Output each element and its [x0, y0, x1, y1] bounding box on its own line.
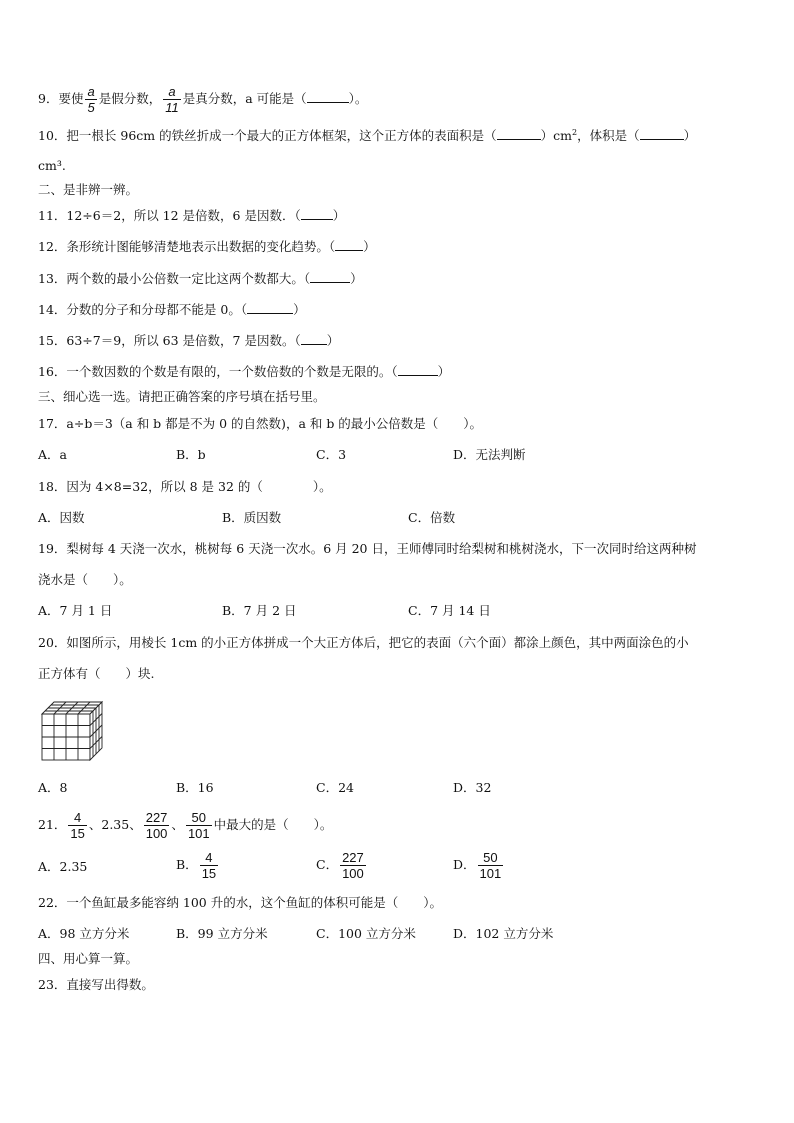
option-c[interactable]: C．24 — [316, 780, 354, 795]
question-14: 14．分数的分子和分母都不能是 0。（ ） — [38, 302, 306, 317]
question-13: 13．两个数的最小公倍数一定比这两个数都大。（ ） — [38, 271, 363, 286]
option-a[interactable]: A．a — [38, 447, 67, 462]
question-11: 11．12÷6＝2，所以 12 是倍数，6 是因数．（ ） — [38, 208, 346, 223]
option-a[interactable]: A．因数 — [38, 510, 85, 525]
question-22: 22．一个鱼缸最多能容纳 100 升的水，这个鱼缸的体积可能是（ ）。 — [38, 895, 442, 910]
option-d[interactable]: D． $\frac{50}{101}$ — [453, 850, 502, 881]
option-b[interactable]: B．16 — [176, 780, 214, 795]
section-4-heading: 四、用心算一算。 — [38, 951, 139, 966]
cube-figure — [40, 700, 104, 762]
question-20-cont: 正方体有（ ）块. — [38, 666, 155, 681]
answer-blank[interactable] — [307, 90, 349, 103]
answer-blank[interactable] — [247, 301, 293, 314]
option-d[interactable]: D．无法判断 — [453, 447, 526, 462]
question-9: 9．要使 $\frac{a}{5}$ 是假分数， $\frac{a}{11}$ 是真分数，a 可能是（ ）。 — [38, 84, 368, 115]
fraction-227-100: $\frac{227}{100}$ — [145, 810, 168, 841]
question-21: 21． $\frac{4}{15}$ 、2.35、 $\frac{227}{100}$ 、 $\frac{50}{101}$ 中最大的是（ ）。 — [38, 810, 333, 841]
question-19: 19．梨树每 4 天浇一次水，桃树每 6 天浇一次水。6 月 20 日，王师傅同时给梨树和桃树浇水，下一次同时给这两种树 — [38, 541, 697, 556]
question-12: 12．条形统计图能够清楚地表示出数据的变化趋势。（ ） — [38, 239, 376, 254]
question-18: 18．因为 4×8=32，所以 8 是 32 的（ ）。 — [38, 479, 332, 494]
option-d[interactable]: D．102 立方分米 — [453, 926, 554, 941]
answer-blank[interactable] — [310, 270, 350, 283]
section-2-heading: 二、是非辨一辨。 — [38, 182, 139, 197]
answer-blank[interactable] — [301, 207, 333, 220]
answer-blank[interactable] — [301, 332, 327, 345]
option-a[interactable]: A．2.35 — [38, 859, 88, 874]
option-c[interactable]: C．3 — [316, 447, 347, 462]
option-a[interactable]: A．8 — [38, 780, 68, 795]
question-10: 10．把一根长 96cm 的铁丝折成一个最大的正方体框架，这个正方体的表面积是（ ）$cm^2$，体积是（ ） — [38, 128, 697, 144]
question-16: 16．一个数因数的个数是有限的，一个数倍数的个数是无限的。（ ） — [38, 364, 451, 379]
question-17: 17．a÷b＝3（a 和 b 都是不为 0 的自然数)，a 和 b 的最小公倍数是（ ）。 — [38, 416, 483, 431]
question-10-cont: cm³. — [38, 158, 66, 173]
answer-blank[interactable] — [497, 127, 541, 140]
option-b[interactable]: B．99 立方分米 — [176, 926, 268, 941]
answer-blank[interactable] — [335, 238, 363, 251]
option-d[interactable]: D．32 — [453, 780, 492, 795]
fraction-a-over-5: $\frac{a}{5}$ — [87, 84, 95, 115]
answer-blank[interactable] — [398, 363, 438, 376]
question-15: 15．63÷7＝9，所以 63 是倍数，7 是因数。（ ） — [38, 333, 340, 348]
answer-blank[interactable] — [640, 127, 684, 140]
option-b[interactable]: B． $\frac{4}{15}$ — [176, 850, 217, 881]
option-c[interactable]: C．100 立方分米 — [316, 926, 416, 941]
option-c[interactable]: C．7 月 14 日 — [408, 603, 491, 618]
question-23: 23．直接写出得数。 — [38, 977, 154, 992]
option-b[interactable]: B．b — [176, 447, 206, 462]
section-3-heading: 三、细心选一选。请把正确答案的序号填在括号里。 — [38, 389, 326, 404]
question-19-cont: 浇水是（ ）。 — [38, 572, 132, 587]
option-b[interactable]: B．7 月 2 日 — [222, 603, 297, 618]
option-b[interactable]: B．质因数 — [222, 510, 282, 525]
option-a[interactable]: A．7 月 1 日 — [38, 603, 113, 618]
fraction-a-over-11: $\frac{a}{11}$ — [165, 84, 179, 115]
option-a[interactable]: A．98 立方分米 — [38, 926, 130, 941]
option-c[interactable]: C． $\frac{227}{100}$ — [316, 850, 364, 881]
option-c[interactable]: C．倍数 — [408, 510, 456, 525]
fraction-4-15: $\frac{4}{15}$ — [70, 810, 85, 841]
fraction-50-101: $\frac{50}{101}$ — [187, 810, 210, 841]
question-20: 20．如图所示，用棱长 1cm 的小正方体拼成一个大正方体后，把它的表面（六个面）都涂上颜色，其中两面涂色的小 — [38, 635, 689, 650]
